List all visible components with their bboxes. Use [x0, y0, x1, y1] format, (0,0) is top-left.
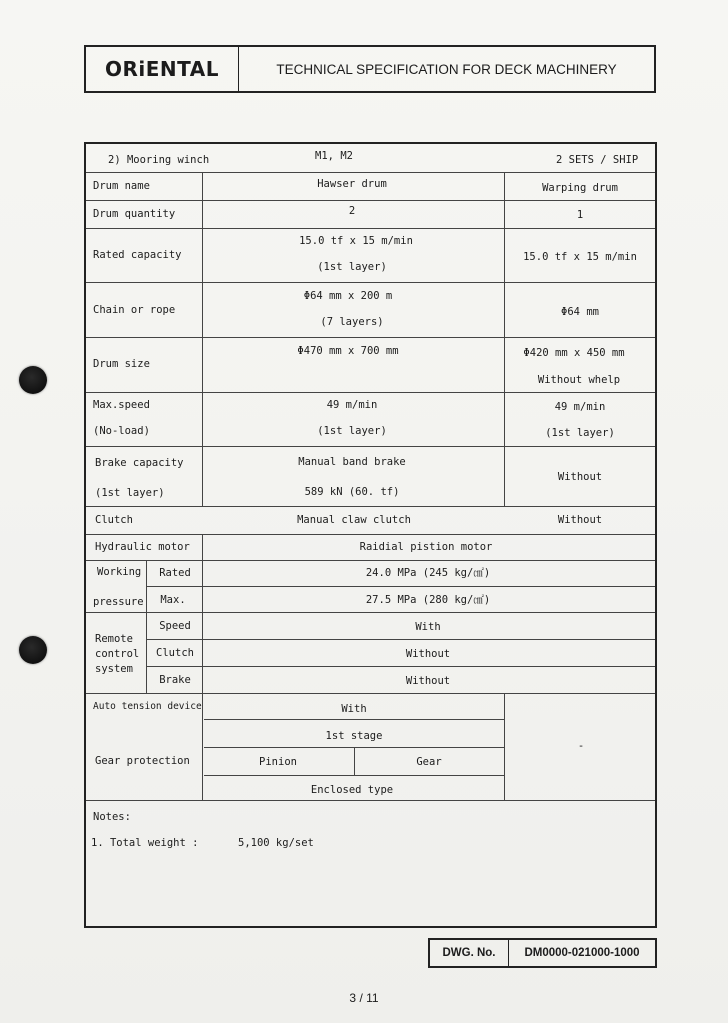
column-divider — [202, 534, 203, 561]
max-speed-label-note: (No-load) — [93, 425, 150, 437]
chain-rope-warping: Φ64 mm — [561, 306, 599, 318]
remote-control-label: Remote — [95, 633, 133, 645]
row-divider — [86, 172, 655, 173]
drum-name-warping: Warping drum — [542, 182, 618, 194]
max-label: Max. — [160, 594, 186, 606]
auto-tension-value: With — [341, 703, 367, 715]
clutch-control-value: Without — [405, 648, 451, 660]
model-number: M1, M2 — [315, 150, 353, 162]
remote-control-label-2: control — [95, 648, 140, 660]
brake-capacity-hawser-note: 589 kN (60. tf) — [304, 486, 400, 498]
drum-quantity-hawser: 2 — [348, 205, 356, 217]
row-divider — [86, 534, 655, 535]
brake-capacity-warping: Without — [557, 471, 603, 483]
punch-hole-bottom — [19, 636, 47, 664]
speed-value: With — [415, 621, 441, 633]
max-speed-hawser: 49 m/min — [326, 399, 378, 411]
row-divider — [146, 639, 655, 640]
rated-value: 24.0 MPa (245 kg/㎠) — [365, 567, 491, 579]
hydraulic-motor-value: Raidial pistion motor — [359, 541, 493, 553]
row-divider — [86, 200, 655, 201]
rated-label: Rated — [159, 567, 191, 579]
clutch-control-label: Clutch — [156, 647, 194, 659]
working-pressure-label: Working — [97, 566, 142, 578]
clutch-warping: Without — [557, 514, 603, 526]
drum-size-warping: Φ420 mm x 450 mm — [523, 347, 625, 359]
drum-size-warping-note: Without whelp — [537, 374, 621, 386]
row-divider — [86, 800, 655, 801]
drum-size-hawser: Φ470 mm x 700 mm — [297, 345, 399, 357]
clutch-label: Clutch — [95, 514, 133, 526]
chain-rope-hawser-note: (7 layers) — [320, 316, 384, 328]
clutch-hawser: Manual claw clutch — [297, 514, 411, 526]
brake-control-label: Brake — [159, 674, 191, 686]
row-divider — [86, 392, 655, 393]
chain-rope-label: Chain or rope — [93, 304, 176, 316]
section-title: 2) Mooring winch — [108, 154, 210, 166]
punch-hole-top — [19, 366, 47, 394]
notes-title: Notes: — [93, 811, 131, 823]
rated-capacity-label: Rated capacity — [93, 249, 182, 261]
chain-rope-hawser: Φ64 mm x 200 m — [303, 290, 393, 302]
brake-capacity-hawser: Manual band brake — [298, 456, 406, 468]
row-divider — [204, 719, 504, 720]
document-title: TECHNICAL SPECIFICATION FOR DECK MACHINERY — [276, 61, 617, 77]
brake-capacity-label: Brake capacity — [95, 457, 184, 469]
gear-protection-warping: - — [577, 740, 585, 752]
column-divider — [202, 693, 203, 800]
drum-name-hawser: Hawser drum — [317, 178, 387, 190]
drum-quantity-label: Drum quantity — [93, 208, 176, 220]
row-divider — [146, 666, 655, 667]
drum-quantity-warping: 1 — [576, 209, 584, 221]
row-divider — [86, 282, 655, 283]
drawing-number-box — [428, 938, 657, 968]
remote-control-label-3: system — [95, 663, 133, 675]
brake-capacity-label-note: (1st layer) — [95, 487, 165, 499]
speed-label: Speed — [159, 620, 191, 632]
max-value: 27.5 MPa (280 kg/㎠) — [365, 594, 491, 606]
drum-size-label: Drum size — [93, 358, 150, 370]
hydraulic-motor-label: Hydraulic motor — [95, 541, 190, 553]
set-quantity: 2 SETS / SHIP — [556, 154, 639, 166]
total-weight-value: 5,100 kg/set — [238, 837, 314, 849]
column-divider — [504, 693, 505, 800]
document-header — [84, 45, 656, 93]
spec-table — [84, 142, 657, 928]
rated-capacity-warping: 15.0 tf x 15 m/min — [523, 251, 637, 263]
row-divider — [204, 775, 504, 776]
max-speed-warping-note: (1st layer) — [545, 427, 615, 439]
row-divider — [86, 446, 655, 447]
row-divider — [86, 612, 655, 613]
gear-protection-stage: 1st stage — [325, 730, 383, 742]
row-divider — [86, 228, 655, 229]
max-speed-label: Max.speed — [93, 399, 150, 411]
row-divider — [86, 693, 655, 694]
gear-protection-type: Enclosed type — [310, 784, 394, 796]
column-divider — [202, 172, 203, 506]
auto-tension-label: Auto tension device — [93, 701, 202, 712]
working-pressure-label-2: pressure — [93, 596, 144, 608]
gear-protection-label: Gear protection — [95, 755, 190, 767]
column-divider — [354, 747, 355, 775]
drum-name-label: Drum name — [93, 180, 150, 192]
row-divider — [86, 560, 655, 561]
drawing-number-label: DWG. No. — [430, 940, 509, 966]
gear-protection-gear: Gear — [416, 756, 442, 768]
rated-capacity-hawser: 15.0 tf x 15 m/min — [299, 235, 413, 247]
drawing-number-value: DM0000-021000-1000 — [524, 947, 640, 959]
total-weight-label: 1. Total weight : — [91, 837, 199, 849]
row-divider — [86, 337, 655, 338]
rated-capacity-hawser-note: (1st layer) — [317, 261, 387, 273]
page-number: 3 / 11 — [349, 991, 379, 1005]
column-divider — [504, 172, 505, 506]
column-divider — [146, 560, 147, 693]
row-divider — [86, 506, 655, 507]
max-speed-hawser-note: (1st layer) — [317, 425, 387, 437]
row-divider — [146, 586, 655, 587]
max-speed-warping: 49 m/min — [554, 401, 606, 413]
gear-protection-pinion: Pinion — [259, 756, 297, 768]
column-divider — [202, 560, 203, 693]
brake-control-value: Without — [405, 675, 451, 687]
company-logo: ORiENTAL — [86, 47, 239, 91]
